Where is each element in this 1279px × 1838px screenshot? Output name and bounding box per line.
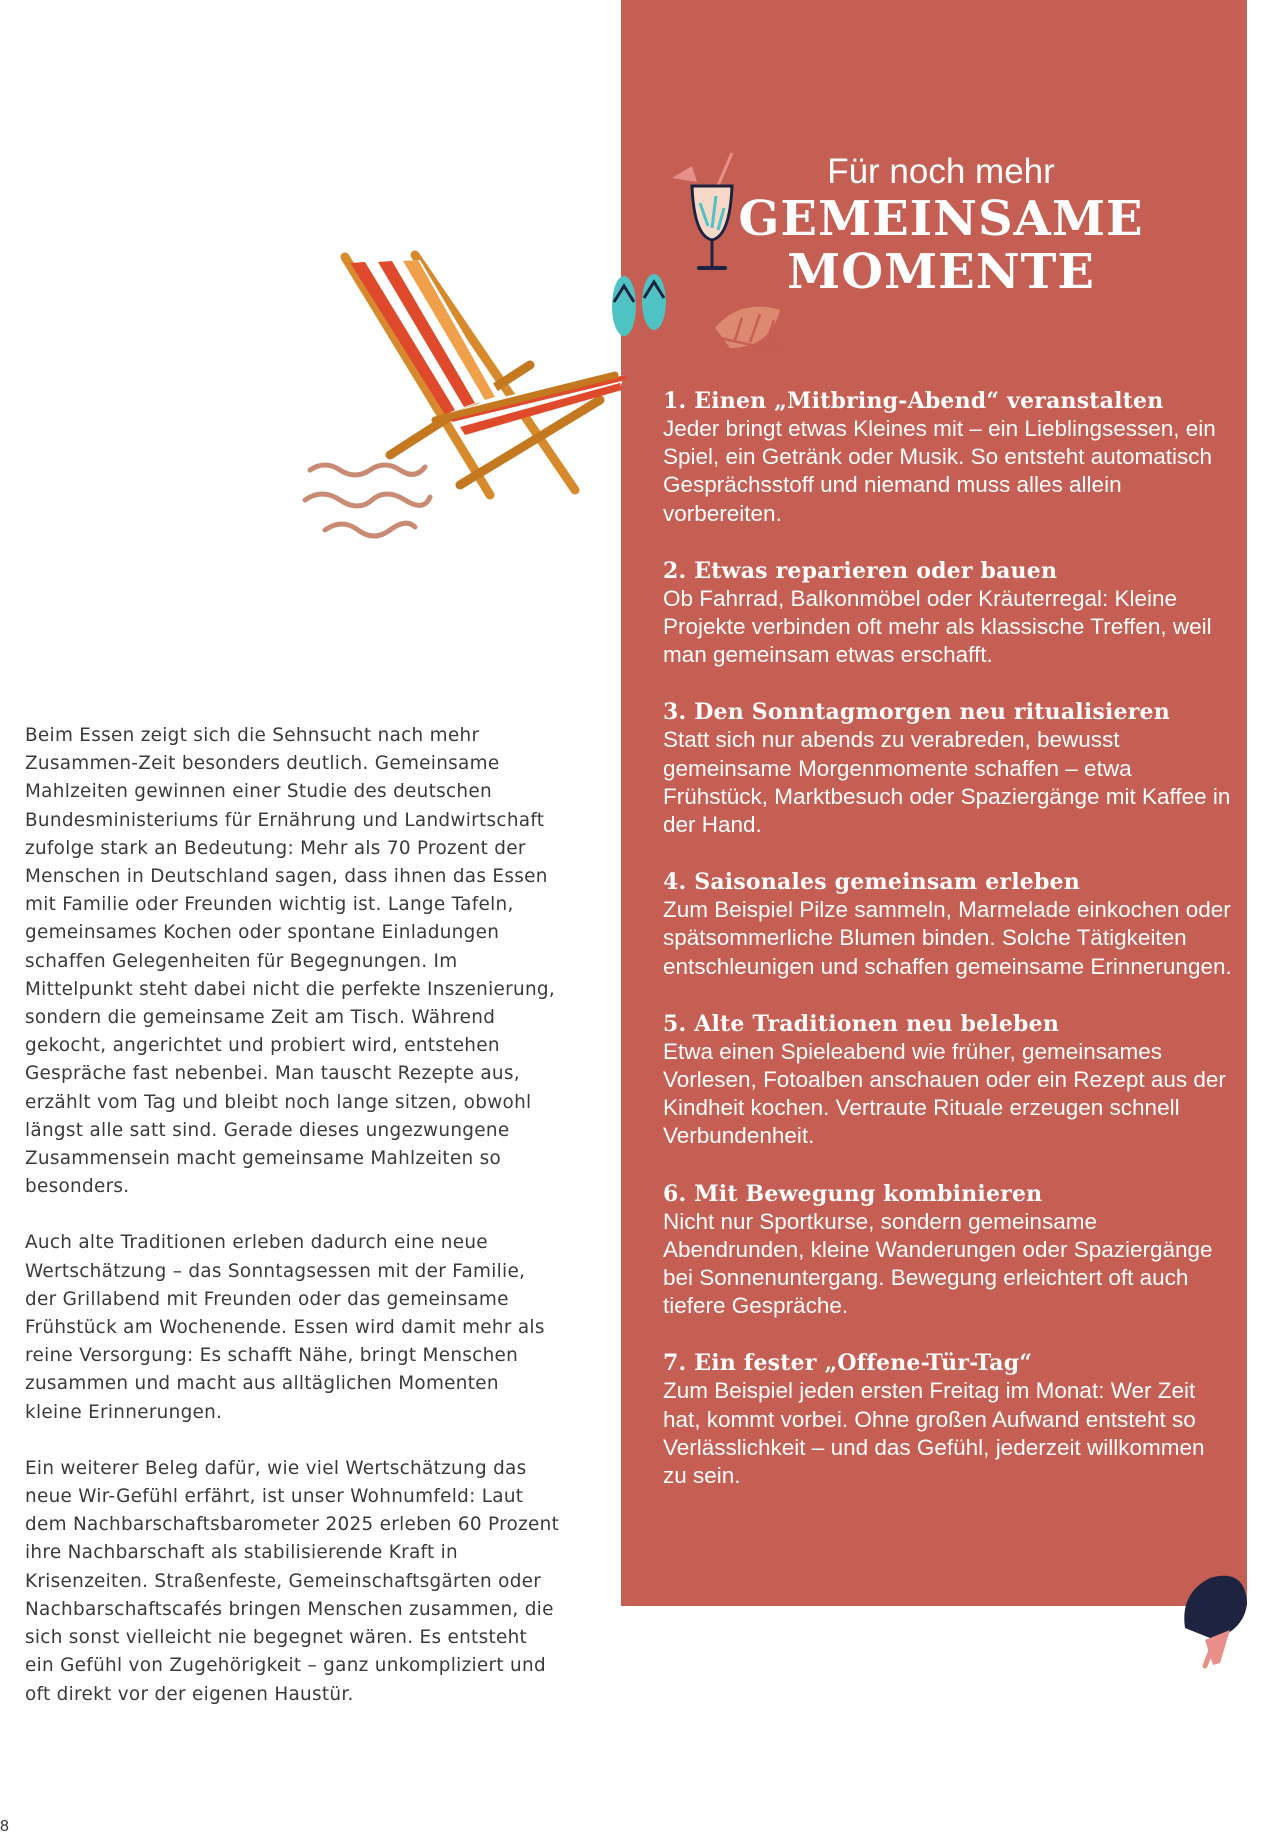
body-paragraph-1: Beim Essen zeigt sich die Sehnsucht nach mehr Zusammen-Zeit besonders deutlich. Gemeinsame Mahlzeiten gewinnen einer Studie des deutschen Bundesministeriums für Ernährung und Landwirtschaft zufolge stark an Bedeutung: Mehr als 70 Prozent der Menschen in Deutschland sagen, dass ihnen das Essen mit Familie oder Freunden wichtig ist. Lange Tafeln, gemeinsames Kochen oder spontane Einladungen schaffen Gelegenheiten für Begegnungen. Im Mittelpunkt steht dabei nicht die perfekte Inszenierung, sondern die gemeinsame Zeit am Tisch. Während gekocht, angerichtet und probiert wird, entstehen Gespräche fast nebenbei. Man tauscht Rezepte aus, erzählt vom Tag und bleibt noch lange sitzen, obwohl längst alle satt sind. Gerade dieses ungezwungene Zusammensein macht gemeinsame Mahlzeiten so besonders.: [25, 725, 556, 1198]
headline-line-2: MOMENTE: [787, 244, 1095, 300]
tip-item: [663, 557, 1233, 670]
tip-item: [663, 1180, 1233, 1321]
tip-title: 2. Etwas reparieren oder bauen: [663, 557, 1058, 584]
tip-title: 6. Mit Bewegung kombinieren: [663, 1180, 1043, 1207]
flip-flops-icon: [606, 272, 672, 344]
tip-text: Nicht nur Sportkurse, sondern gemeinsame Abendrunden, kleine Wanderungen oder Spaziergänge bei Sonnenuntergang. Bewegung erleichtert oft auch tiefere Gespräche.: [663, 1208, 1213, 1319]
popsicle-icon: [1175, 1568, 1255, 1668]
body-paragraph-2: Auch alte Traditionen erleben dadurch eine neue Wertschätzung – das Sonntagsessen mit der Familie, der Grillabend mit Freunden oder das gemeinsame Frühstück am Wochenende. Essen wird damit mehr als reine Versorgung: Es schafft Nähe, bringt Menschen zusammen und macht aus alltäglichen Momenten kleine Erinnerungen.: [25, 1232, 545, 1423]
tip-text: Zum Beispiel jeden ersten Freitag im Monat: Wer Zeit hat, kommt vorbei. Ohne großen Aufwand entsteht so Verlässlichkeit – und das Gefühl, jederzeit willkommen zu sein.: [663, 1378, 1205, 1489]
tip-title: 1. Einen „Mitbring-Abend“ veranstalten: [663, 388, 1164, 414]
tip-item: [663, 1010, 1233, 1151]
waves-icon: [300, 455, 450, 545]
tip-item: [663, 387, 1233, 528]
tip-title: 3. Den Sonntagmorgen neu ritualisieren: [663, 699, 1170, 726]
leaf-icon: [710, 298, 795, 358]
tip-item: [663, 868, 1233, 981]
tip-text: Zum Beispiel Pilze sammeln, Marmelade einkochen oder spätsommerliche Blumen binden. Solche Tätigkeiten entschleunigen und schaffen gemeinsame Erinnerungen.: [663, 897, 1232, 979]
body-paragraph-3: Ein weiterer Beleg dafür, wie viel Wertschätzung das neue Wir-Gefühl erfährt, ist unser Wohnumfeld: Laut dem Nachbarschaftsbarometer 2025 erleben 60 Prozent ihre Nachbarschaft als stabilisierende Kraft in Krisenzeiten. Straßenfeste, Gemeinschaftsgärten oder Nachbarschaftscafés bringen Menschen zusammen, die sich sonst vielleicht nie begegnet wären. Es entsteht ein Gefühl von Zugehörigkeit – ganz unkompliziert und oft direkt vor der eigenen Haustür.: [25, 1457, 560, 1705]
headline-line-1: GEMEINSAME: [738, 191, 1144, 247]
body-text-column: [25, 722, 560, 1737]
cocktail-glass-icon: [672, 148, 754, 278]
tip-text: Etwa einen Spieleabend wie früher, gemeinsames Vorlesen, Fotoalben anschauen oder ein Rezept aus der Kindheit kochen. Vertraute Rituale erzeugen schnell Verbundenheit.: [663, 1038, 1226, 1149]
tip-text: Jeder bringt etwas Kleines mit – ein Lieblingsessen, ein Spiel, ein Getränk oder Musik. So entsteht automatisch Gesprächsstoff und niemand muss alles allein vorbereiten.: [663, 416, 1216, 526]
page-number: 8: [0, 1818, 9, 1835]
panel-kicker: Für noch mehr: [827, 152, 1055, 191]
tip-item: [663, 698, 1233, 839]
tip-title: 7. Ein fester „Offene-Tür-Tag“: [663, 1350, 1033, 1377]
tip-text: Ob Fahrrad, Balkonmöbel oder Kräuterregal: Kleine Projekte verbinden oft mehr als klassische Treffen, weil man gemeinsam etwas erschafft.: [663, 585, 1212, 668]
tip-title: 5. Alte Traditionen neu beleben: [663, 1010, 1060, 1037]
tip-title: 4. Saisonales gemeinsam erleben: [663, 869, 1080, 896]
tip-text: Statt sich nur abends zu verabreden, bewusst gemeinsame Morgenmomente schaffen – etwa Frühstück, Marktbesuch oder Spaziergänge mit Kaffee in der Hand.: [663, 727, 1231, 838]
tip-item: [663, 1349, 1233, 1490]
tips-list: [663, 387, 1233, 1519]
